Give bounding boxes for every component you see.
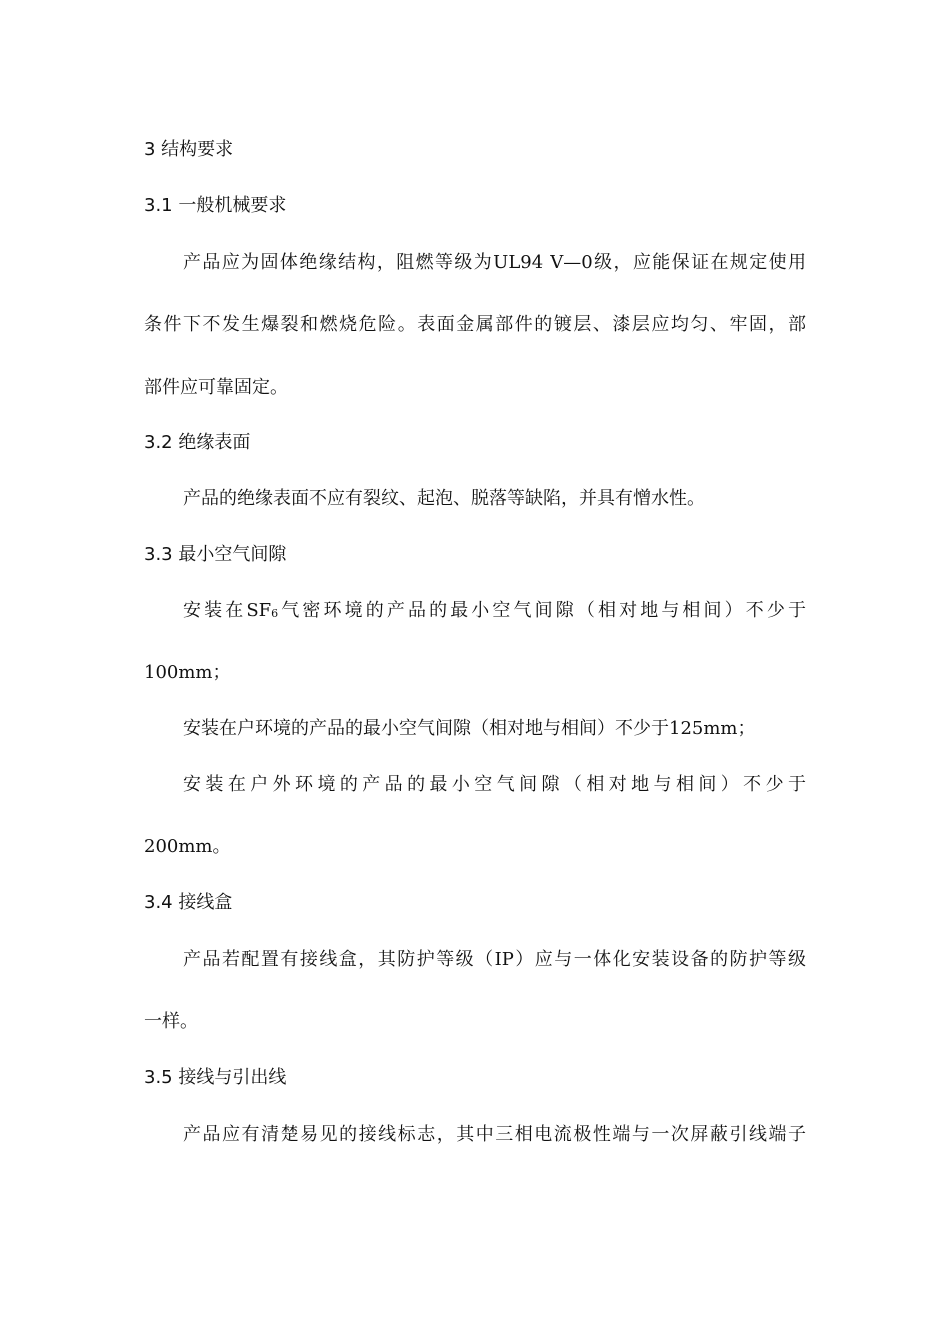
section-3-5-heading: 3.5 接线与引出线 bbox=[144, 1067, 287, 1088]
section-3-3-paragraph-line-3: 安装在户环境的产品的最小空气间隙（相对地与相间）不少于125mm； bbox=[183, 718, 756, 739]
sf6-prefix-text: 安装在SF bbox=[183, 600, 272, 621]
section-3-3-paragraph-line-5: 200mm。 bbox=[144, 836, 231, 857]
section-3-1-paragraph-line-2: 条件下不发生爆裂和燃烧危险。表面金属部件的镀层、漆层应均匀、牢固，部 bbox=[144, 314, 806, 335]
section-3-3-paragraph-line-4: 安装在户外环境的产品的最小空气间隙（相对地与相间）不少于 bbox=[183, 774, 806, 795]
section-3-3-heading: 3.3 最小空气间隙 bbox=[144, 544, 287, 565]
section-3-3-paragraph-line-1 bbox=[183, 599, 806, 626]
section-3-2-heading: 3.2 绝缘表面 bbox=[144, 432, 251, 453]
section-3-3-paragraph-line-2: 100mm； bbox=[144, 662, 231, 683]
section-3-1-heading: 3.1 一般机械要求 bbox=[144, 195, 287, 216]
section-3-4-paragraph-line-1: 产品若配置有接线盒，其防护等级（IP）应与一体化安装设备的防护等级 bbox=[183, 949, 806, 970]
sf6-suffix-text: 气密环境的产品的最小空气间隙（相对地与相间）不少于 bbox=[278, 600, 806, 621]
section-3-5-paragraph-line-1: 产品应有清楚易见的接线标志，其中三相电流极性端与一次屏蔽引线端子 bbox=[183, 1124, 806, 1145]
section-3-4-heading: 3.4 接线盒 bbox=[144, 892, 233, 913]
section-3-1-paragraph-line-3: 部件应可靠固定。 bbox=[144, 377, 288, 398]
section-3-1-paragraph-line-1: 产品应为固体绝缘结构，阻燃等级为UL94 V—0级，应能保证在规定使用 bbox=[183, 252, 806, 273]
section-3-4-paragraph-line-2: 一样。 bbox=[144, 1011, 198, 1032]
section-3-heading: 3 结构要求 bbox=[144, 139, 234, 160]
section-3-2-paragraph-line-1: 产品的绝缘表面不应有裂纹、起泡、脱落等缺陷，并具有憎水性。 bbox=[183, 488, 705, 509]
sf6-subscript: 6 bbox=[271, 607, 279, 620]
